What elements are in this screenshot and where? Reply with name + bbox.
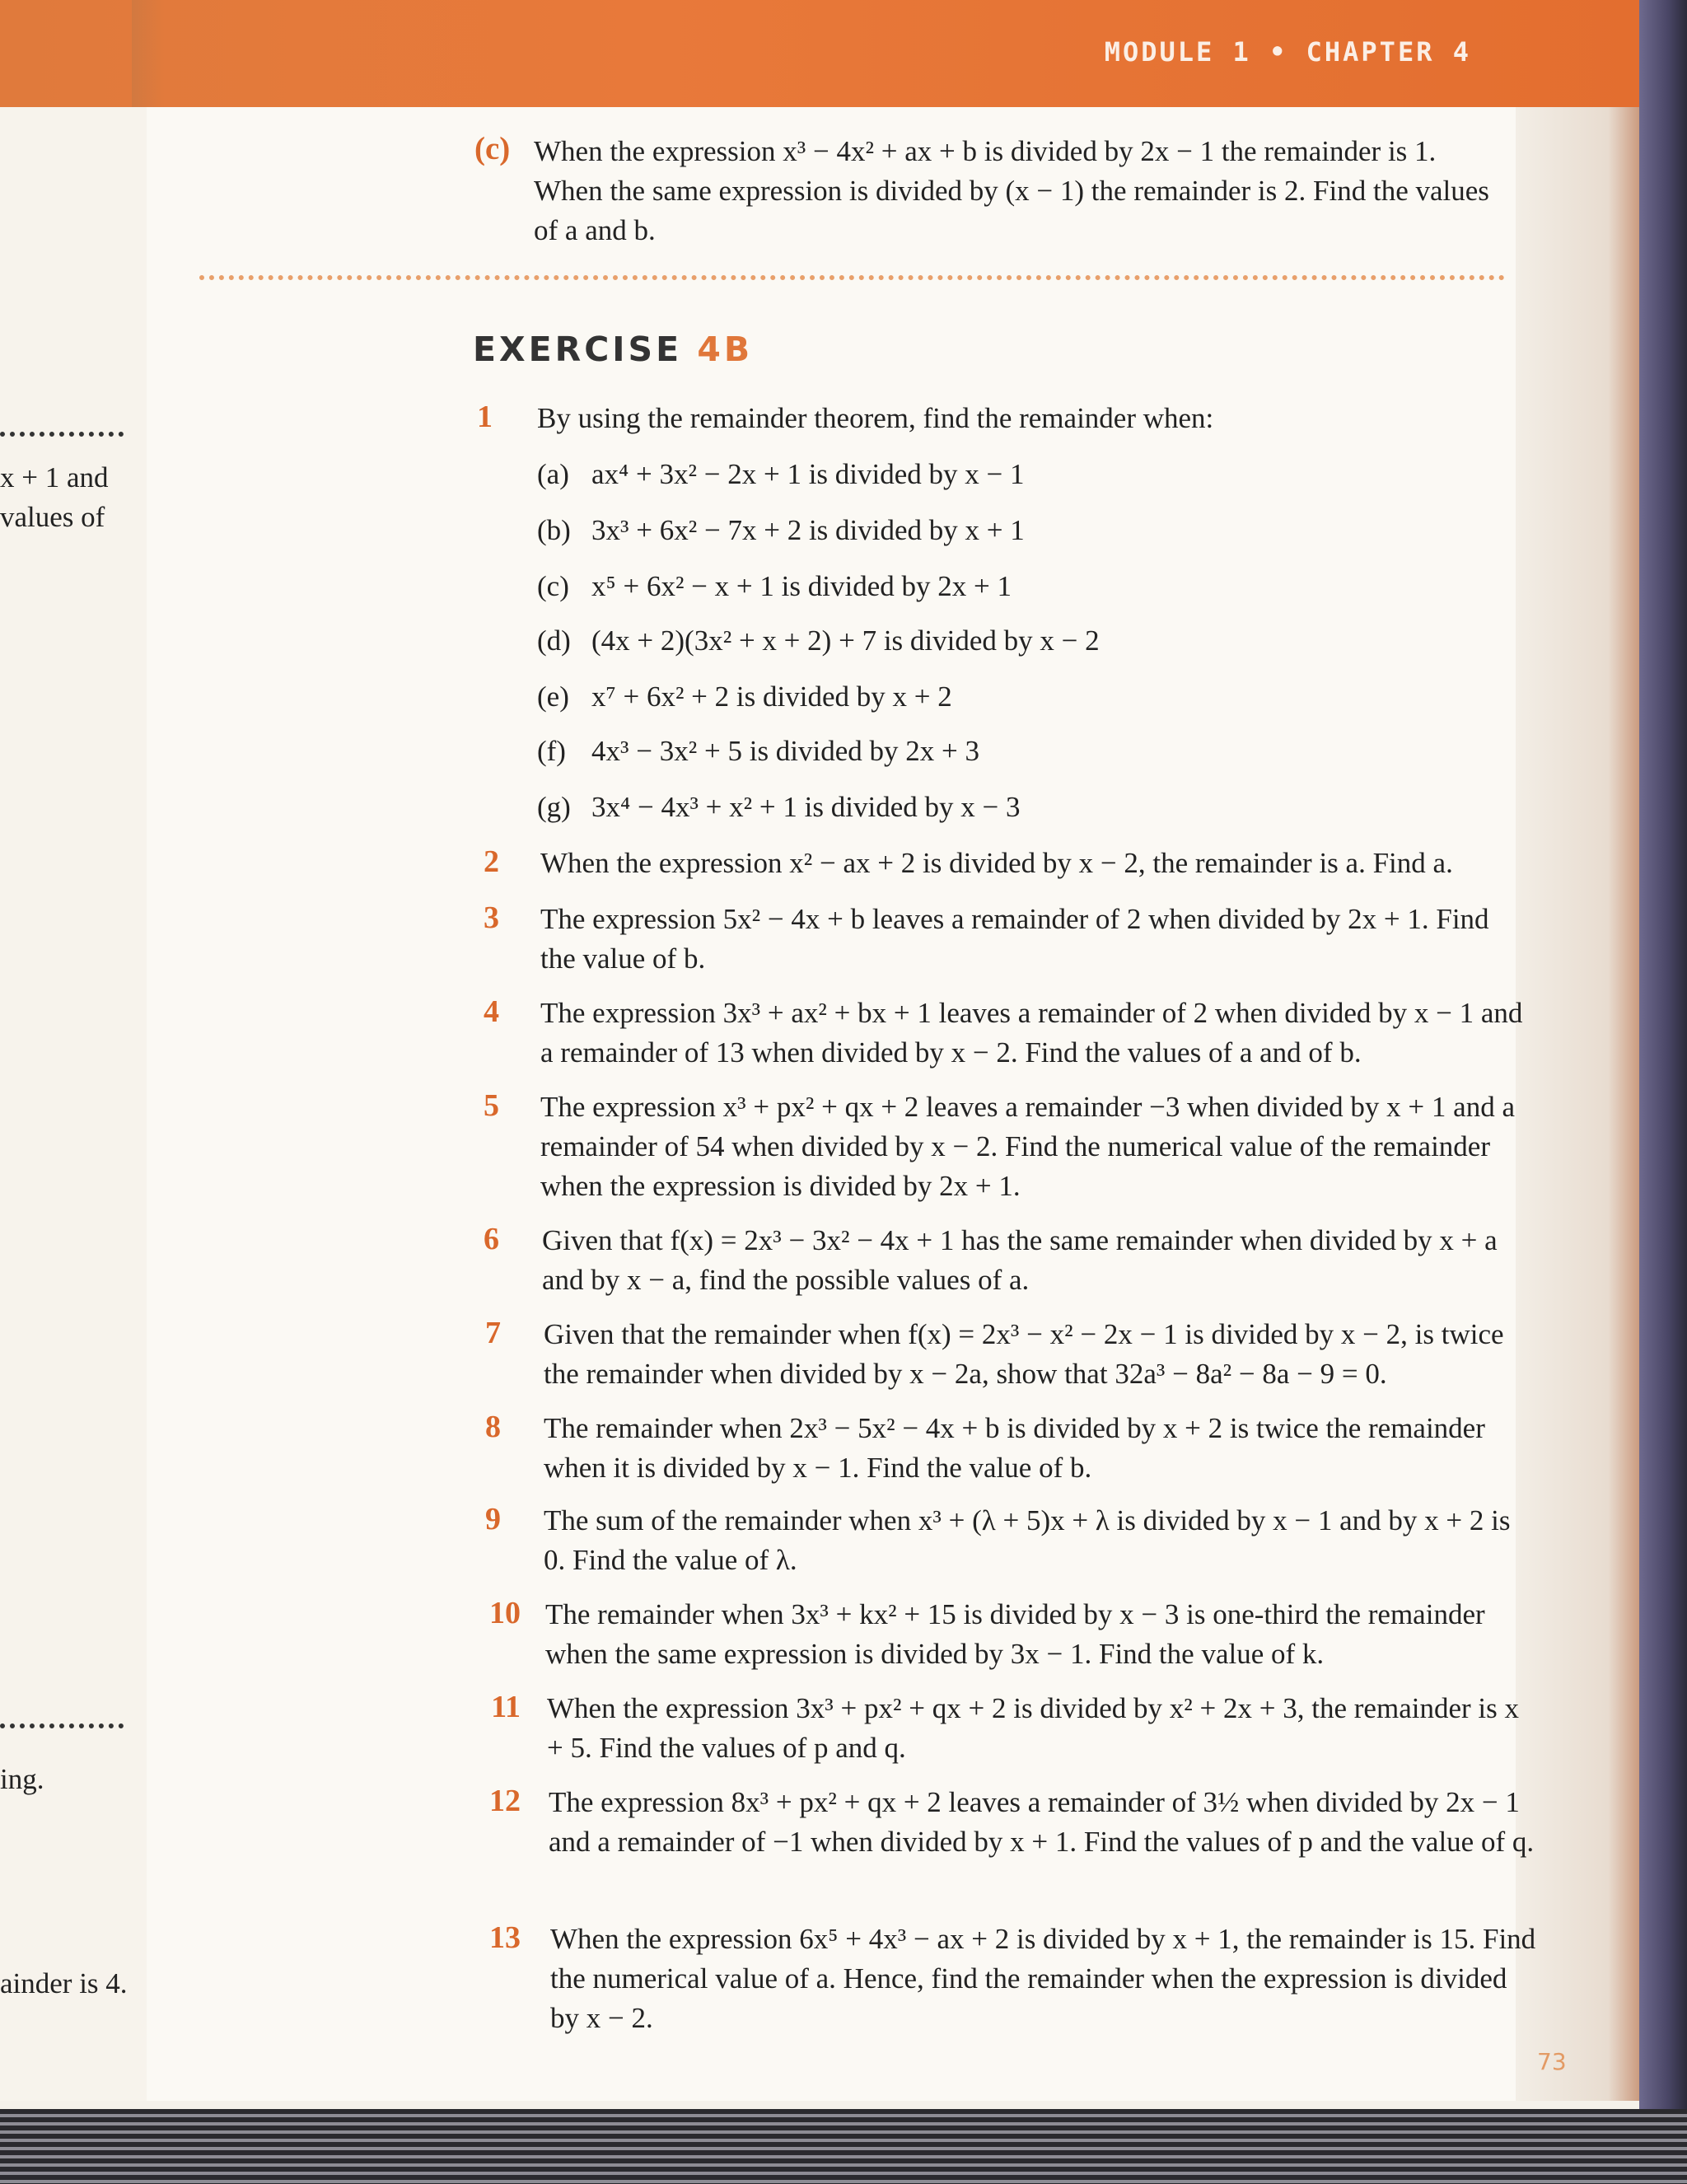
sub-label: (a) (537, 458, 569, 490)
question-number: 3 (484, 900, 499, 935)
question-number: 7 (485, 1316, 501, 1350)
question-text: When the expression 3x³ + px² + qx + 2 is divided by x² + 2x + 3, the remainder is x + 5. Find the values of p and q. (547, 1692, 1519, 1764)
question-text: Given that the remainder when f(x) = 2x³ − x² − 2x − 1 is divided by x − 2, is twice the remainder when divided by x − 2a, show that 32a³ − 8a² − 8a − 9 = 0. (544, 1318, 1504, 1390)
sub-text: x⁷ + 6x² + 2 is divided by x + 2 (591, 680, 952, 713)
intro-label: (c) (474, 131, 511, 166)
exercise-title (473, 330, 753, 369)
left-fragment-3: ing. (0, 1763, 44, 1795)
sub-text: 3x³ + 6x² − 7x + 2 is divided by x + 1 (591, 514, 1025, 546)
question-text: The expression 5x² − 4x + b leaves a remainder of 2 when divided by 2x + 1. Find the value of b. (540, 903, 1489, 975)
question-text: By using the remainder theorem, find the remainder when: (537, 402, 1214, 434)
book-spine-edge (1639, 0, 1687, 2184)
sub-label: (d) (537, 624, 571, 657)
page-stack-edge (0, 2109, 1687, 2184)
question-text: The expression 3x³ + ax² + bx + 1 leaves a remainder of 2 when divided by x − 1 and a remainder of 13 when divided by x − 2. Find the values of a and of b. (540, 997, 1523, 1069)
question-number: 4 (484, 994, 499, 1029)
question-number: 1 (477, 400, 493, 434)
question-text: The expression 8x³ + px² + qx + 2 leaves a remainder of 3½ when divided by 2x − 1 and a remainder of −1 when divided by x + 1. Find the values of p and the value of q. (549, 1786, 1535, 1858)
exercise-title-code: 4B (697, 330, 754, 369)
question-text: The expression x³ + px² + qx + 2 leaves a remainder −3 when divided by x + 1 and a remainder of 54 when divided by x − 2. Find the numerical value of the remainder when the expression is divided by 2x + 1. (540, 1091, 1515, 1202)
question-text: The remainder when 3x³ + kx² + 15 is divided by x − 3 is one-third the remainder when the same expression is divided by 3x − 1. Find the value of k. (545, 1598, 1485, 1670)
sub-question (537, 511, 1025, 550)
page-number: 73 (1537, 2048, 1567, 2075)
left-dotted-rule (0, 1723, 124, 1728)
question-number: 11 (491, 1690, 521, 1724)
sub-text: ax⁴ + 3x² − 2x + 1 is divided by x − 1 (591, 458, 1025, 490)
sub-text: (4x + 2)(3x² + x + 2) + 7 is divided by x − 2 (591, 624, 1100, 657)
left-page-margin (0, 107, 147, 2101)
question-text: When the expression x² − ax + 2 is divided by x − 2, the remainder is a. Find a. (540, 847, 1453, 879)
left-dotted-rule (0, 432, 124, 437)
sub-question (537, 567, 1012, 606)
sub-text: 4x³ − 3x² + 5 is divided by 2x + 3 (591, 735, 980, 767)
question-number: 6 (484, 1222, 499, 1256)
sub-question (537, 732, 979, 771)
sub-label: (g) (537, 791, 571, 823)
left-fragment-1: x + 1 and (0, 461, 109, 493)
question-number: 8 (485, 1410, 501, 1444)
question-number: 10 (489, 1596, 521, 1630)
question-number: 12 (489, 1784, 521, 1818)
sub-label: (c) (537, 570, 569, 602)
question-text: Given that f(x) = 2x³ − 3x² − 4x + 1 has the same remainder when divided by x + a and by x − a, find the possible values of a. (542, 1224, 1498, 1296)
section-divider (199, 275, 1505, 280)
sub-text: x⁵ + 6x² − x + 1 is divided by 2x + 1 (591, 570, 1012, 602)
question-number: 2 (484, 844, 499, 879)
sub-label: (f) (537, 735, 566, 767)
left-fragment-2: values of (0, 501, 105, 533)
module-chapter-header: MODULE 1 • CHAPTER 4 (1104, 36, 1471, 68)
left-fragment-4: ainder is 4. (0, 1967, 128, 1999)
sub-question (537, 677, 952, 717)
sub-question (537, 788, 1020, 827)
exercise-title-word: EXERCISE (473, 330, 683, 369)
sub-text: 3x⁴ − 4x³ + x² + 1 is divided by x − 3 (591, 791, 1021, 823)
sub-label: (b) (537, 514, 571, 546)
intro-text: When the expression x³ − 4x² + ax + b is divided by 2x − 1 the remainder is 1. When the same expression is divided by (x − 1) the remainder is 2. Find the values of a and b. (534, 135, 1489, 246)
question-text: When the expression 6x⁵ + 4x³ − ax + 2 is divided by x + 1, the remainder is 15. Find the numerical value of a. Hence, find the remainder when the expression is divided by x − 2. (550, 1923, 1536, 2034)
question-number: 9 (485, 1502, 501, 1536)
sub-question (537, 621, 1100, 661)
sub-label: (e) (537, 680, 569, 713)
sub-question (537, 455, 1025, 494)
question-number: 5 (484, 1088, 499, 1123)
question-number: 13 (489, 1920, 521, 1955)
question-text: The remainder when 2x³ − 5x² − 4x + b is divided by x + 2 is twice the remainder when it is divided by x − 1. Find the value of b. (544, 1412, 1485, 1484)
question-text: The sum of the remainder when x³ + (λ + 5)x + λ is divided by x − 1 and by x + 2 is 0. Find the value of λ. (544, 1504, 1511, 1576)
